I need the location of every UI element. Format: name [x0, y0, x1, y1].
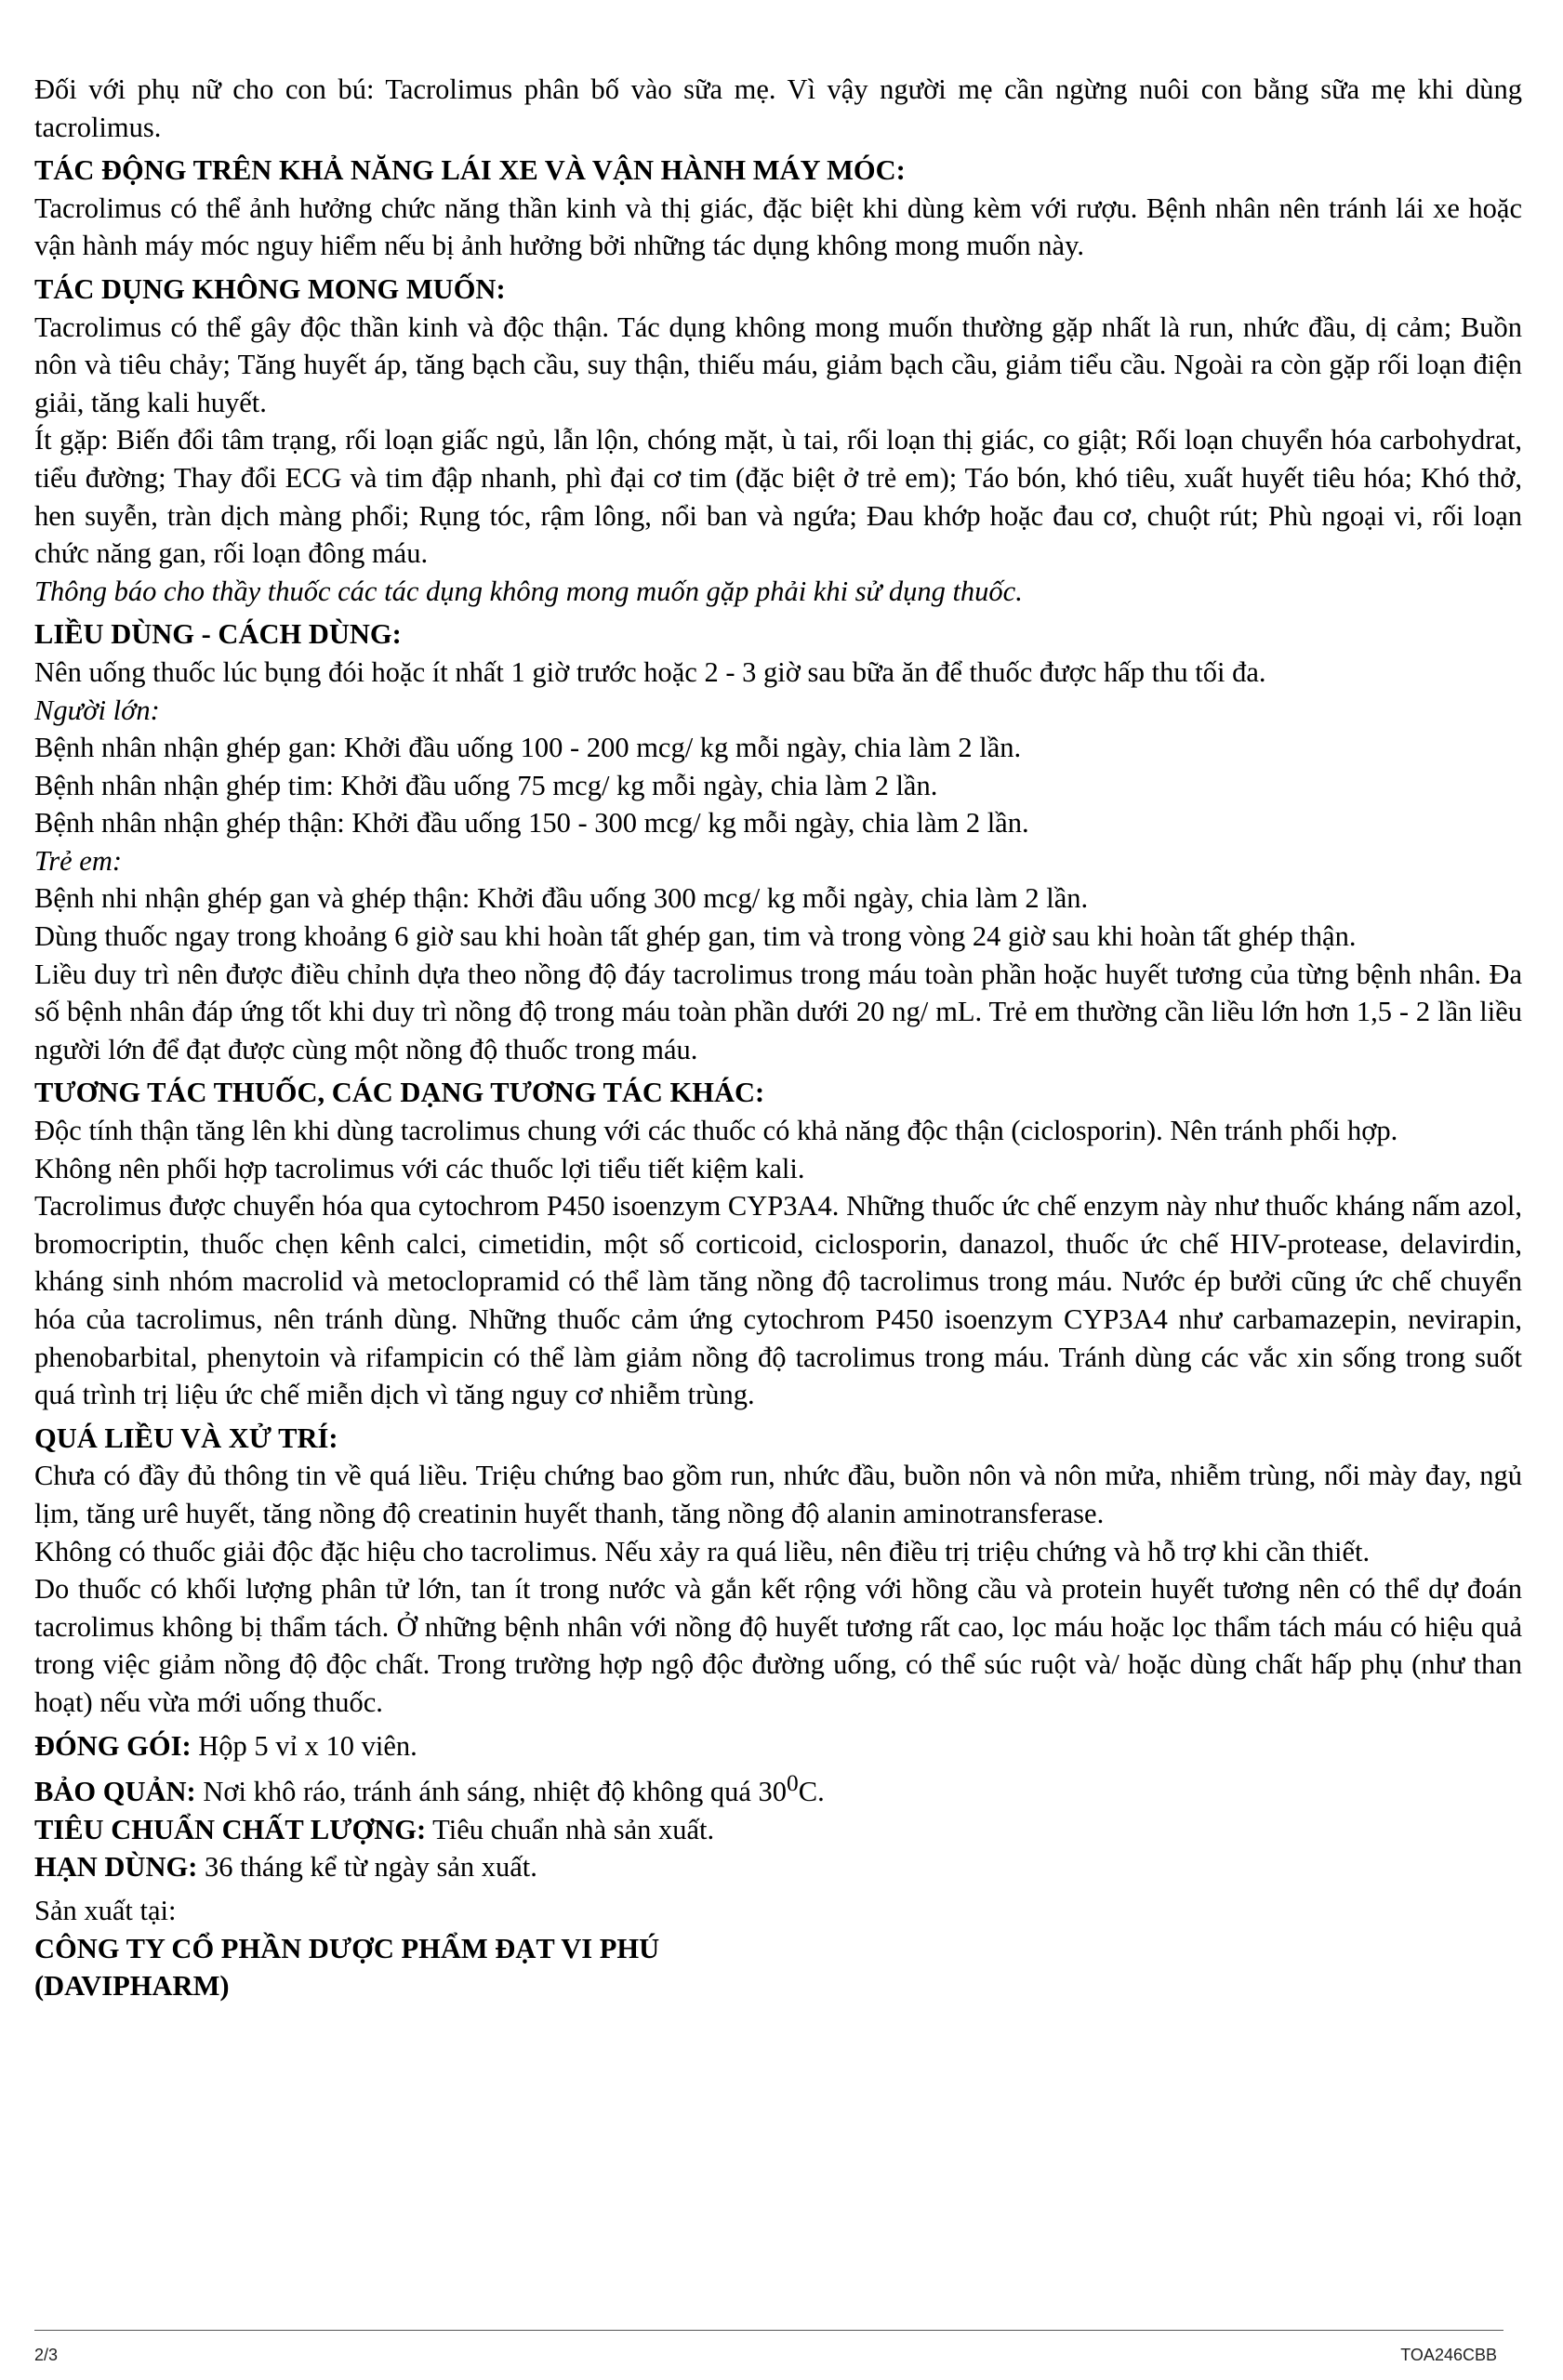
side-effects-heading: TÁC DỤNG KHÔNG MONG MUỐN:	[34, 272, 506, 305]
dosage-heading: LIỀU DÙNG - CÁCH DÙNG:	[34, 618, 402, 651]
packaging-line	[34, 1727, 1522, 1765]
side-effects-notice: Thông báo cho thầy thuốc các tác dụng không mong muốn gặp phải khi sử dụng thuốc.	[34, 575, 1023, 607]
driving-heading: TÁC ĐỘNG TRÊN KHẢ NĂNG LÁI XE VÀ VẬN HÀNH MÁY MÓC:	[34, 154, 906, 187]
overdose-paragraph-1: Chưa có đầy đủ thông tin về quá liều. Triệu chứng bao gồm run, nhức đầu, buồn nôn và nôn mửa, nhiễm trùng, nổi mày đay, ngủ lịm, tăng urê huyết, tăng nồng độ creatinin huyết thanh, tăng nồng độ alanin aminotransferase.	[34, 1460, 1522, 1529]
driving-paragraph: Tacrolimus có thể ảnh hưởng chức năng thần kinh và thị giác, đặc biệt khi dùng kèm với rượu. Bệnh nhân nên tránh lái xe hoặc vận hành máy móc nguy hiểm nếu bị ảnh hưởng bởi những tác dụng không mong muốn này.	[34, 192, 1522, 262]
packaging-label: ĐÓNG GÓI:	[34, 1729, 192, 1762]
standard-line	[34, 1811, 1522, 1849]
interactions-paragraph-2: Không nên phối hợp tacrolimus với các thuốc lợi tiểu tiết kiệm kali.	[34, 1152, 805, 1184]
dosage-adult-liver: Bệnh nhân nhận ghép gan: Khởi đầu uống 100 - 200 mcg/ kg mỗi ngày, chia làm 2 lần.	[34, 732, 1022, 764]
shelf-life-label: HẠN DÙNG:	[34, 1851, 198, 1884]
dosage-children-label: Trẻ em:	[34, 844, 123, 877]
packaging-value: Hộp 5 vỉ x 10 viên.	[191, 1729, 417, 1762]
standard-value: Tiêu chuẩn nhà sản xuất.	[426, 1813, 715, 1845]
page-number: 2/3	[34, 2346, 59, 2364]
dosage-maintenance: Liều duy trì nên được điều chỉnh dựa theo nồng độ đáy tacrolimus trong máu toàn phần hoặc huyết tương của từng bệnh nhân. Đa số bệnh nhân đáp ứng tốt khi duy trì nồng độ trong máu toàn phần dưới 20 ng/ mL. Trẻ em thường cần liều lớn hơn 1,5 - 2 lần liều người lớn để đạt được cùng một nồng độ thuốc trong máu.	[34, 958, 1522, 1065]
overdose-heading: QUÁ LIỀU VÀ XỬ TRÍ:	[34, 1421, 338, 1454]
document-code: TOA246CBB	[1400, 2346, 1497, 2364]
manufacturer-short-name: (DAVIPHARM)	[34, 1970, 230, 2003]
overdose-paragraph-2: Không có thuốc giải độc đặc hiệu cho tacrolimus. Nếu xảy ra quá liều, nên điều trị triệu chứng và hỗ trợ khi cần thiết.	[34, 1535, 1371, 1567]
shelf-life-line	[34, 1848, 1522, 1886]
storage-label: BẢO QUẢN:	[34, 1776, 196, 1808]
interactions-paragraph-3: Tacrolimus được chuyển hóa qua cytochrom P450 isoenzym CYP3A4. Những thuốc ức chế enzym này như thuốc kháng nấm azol, bromocriptin, thuốc chẹn kênh calci, cimetidin, một số corticoid, ciclosporin, danazol, thuốc ức chế HIV-protease, delavirdin, kháng sinh nhóm macrolid và metoclopramid có thể làm tăng nồng độ tacrolimus trong máu. Nước ép bưởi cũng ức chế chuyển hóa của tacrolimus, nên tránh dùng. Những thuốc cảm ứng cytochrom P450 isoenzym CYP3A4 như carbamazepin, nevirapin, phenobarbital, phenytoin và rifampicin có thể làm giảm nồng độ tacrolimus trong máu. Tránh dùng các vắc xin sống trong suốt quá trình trị liệu ức chế miễn dịch vì tăng nguy cơ nhiễm trùng.	[34, 1190, 1522, 1411]
storage-line	[34, 1765, 1522, 1811]
storage-value: Nơi khô ráo, tránh ánh sáng, nhiệt độ không quá 30	[195, 1776, 788, 1808]
shelf-life-value: 36 tháng kể từ ngày sản xuất.	[197, 1851, 537, 1884]
storage-unit: C.	[798, 1776, 825, 1808]
intro-paragraph: Đối với phụ nữ cho con bú: Tacrolimus phân bố vào sữa mẹ. Vì vậy người mẹ cần ngừng nuôi con bằng sữa mẹ khi dùng tacrolimus.	[34, 73, 1522, 143]
dosage-timing: Dùng thuốc ngay trong khoảng 6 giờ sau khi hoàn tất ghép gan, tim và trong vòng 24 giờ sau khi hoàn tất ghép thận.	[34, 920, 1357, 953]
side-effects-paragraph: Tacrolimus có thể gây độc thần kinh và độc thận. Tác dụng không mong muốn thường gặp nhất là run, nhức đầu, dị cảm; Buồn nôn và tiêu chảy; Tăng huyết áp, tăng bạch cầu, suy thận, thiếu máu, giảm bạch cầu, giảm tiểu cầu. Ngoài ra còn gặp rối loạn điện giải, tăng kali huyết.	[34, 311, 1522, 418]
manufacturer-name: CÔNG TY CỔ PHẦN DƯỢC PHẨM ĐẠT VI PHÚ	[34, 1932, 660, 1964]
overdose-paragraph-3: Do thuốc có khối lượng phân tử lớn, tan ít trong nước và gắn kết rộng với hồng cầu và protein huyết tương nên có thể dự đoán tacrolimus không bị thẩm tách. Ở những bệnh nhân với nồng độ huyết tương rất cao, lọc máu hoặc lọc thẩm tách máu có hiệu quả trong việc giảm nồng độ độc chất. Trong trường hợp ngộ độc đường uống, có thể súc ruột và/ hoặc dùng chất hấp phụ (như than hoạt) nếu vừa mới uống thuốc.	[34, 1573, 1522, 1718]
footer-divider	[34, 2330, 1503, 2331]
dosage-adult-heart: Bệnh nhân nhận ghép tim: Khởi đầu uống 75 mcg/ kg mỗi ngày, chia làm 2 lần.	[34, 769, 938, 801]
leaflet-content	[34, 71, 1522, 2005]
side-effects-uncommon: Ít gặp: Biến đổi tâm trạng, rối loạn giấc ngủ, lẫn lộn, chóng mặt, ù tai, rối loạn thị giác, co giật; Rối loạn chuyển hóa carbohydrat, tiểu đường; Thay đổi ECG và tim đập nhanh, phì đại cơ tim (đặc biệt ở trẻ em); Táo bón, khó tiêu, xuất huyết tiêu hóa; Khó thở, hen suyễn, tràn dịch màng phổi; Rụng tóc, rậm lông, nổi ban và ngứa; Đau khớp hoặc đau cơ, chuột rút; Phù ngoại vi, rối loạn chức năng gan, rối loạn đông máu.	[34, 424, 1522, 570]
manufacturer-label: Sản xuất tại:	[34, 1895, 177, 1927]
dosage-children-transplant: Bệnh nhi nhận ghép gan và ghép thận: Khởi đầu uống 300 mcg/ kg mỗi ngày, chia làm 2 lần.	[34, 882, 1089, 915]
interactions-heading: TƯƠNG TÁC THUỐC, CÁC DẠNG TƯƠNG TÁC KHÁC:	[34, 1077, 765, 1109]
interactions-paragraph-1: Độc tính thận tăng lên khi dùng tacrolimus chung với các thuốc có khả năng độc thận (ciclosporin). Nên tránh phối hợp.	[34, 1115, 1398, 1147]
dosage-adults-label: Người lớn:	[34, 694, 160, 726]
dosage-adult-kidney: Bệnh nhân nhận ghép thận: Khởi đầu uống 150 - 300 mcg/ kg mỗi ngày, chia làm 2 lần.	[34, 807, 1029, 840]
dosage-intro: Nên uống thuốc lúc bụng đói hoặc ít nhất 1 giờ trước hoặc 2 - 3 giờ sau bữa ăn để thuốc được hấp thu tối đa.	[34, 655, 1266, 688]
standard-label: TIÊU CHUẨN CHẤT LƯỢNG:	[34, 1813, 427, 1845]
storage-degree: 0	[787, 1770, 799, 1797]
